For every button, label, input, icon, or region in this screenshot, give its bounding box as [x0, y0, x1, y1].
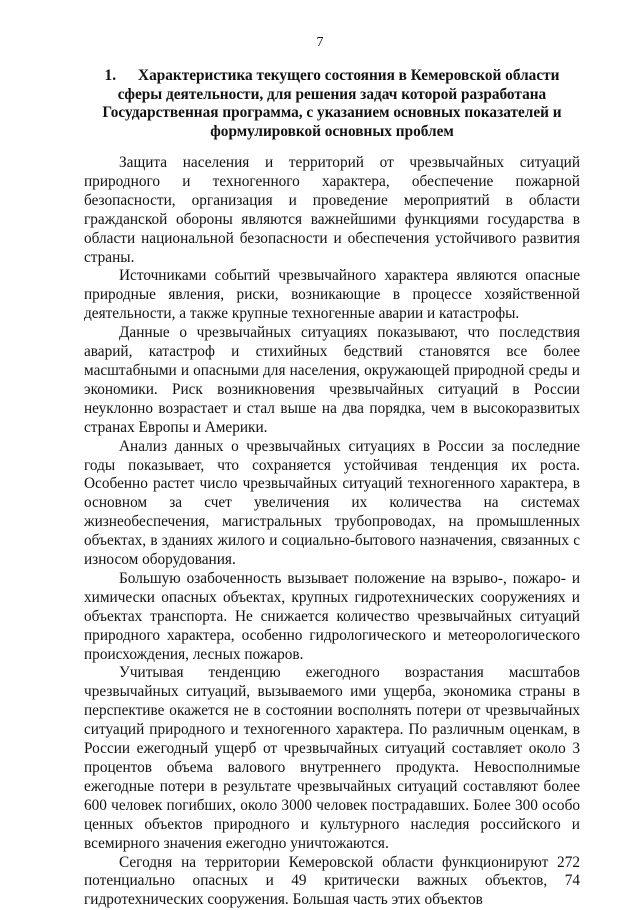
- paragraph-5: Большую озабоченность вызывает положение на взрыво-, пожаро- и химически опасных объектах, крупных гидротехнических сооружениях и объектах транспорта. Не снижается количество чрезвычайных ситуаций природного характера, особенно гидрологического и метеорологического происхождения, лесных пожаров.: [84, 569, 580, 663]
- paragraph-4: Анализ данных о чрезвычайных ситуациях в России за последние годы показывает, что сохраняется устойчивая тенденция их роста. Особенно растет число чрезвычайных ситуаций техногенного характера, в основном за счет увеличения их количества на системах жизнеобеспечения, магистральных трубопроводах, на промышленных объектах, в зданиях жилого и социально-бытового назначения, связанных с износом оборудования.: [84, 437, 580, 569]
- body-text: [84, 154, 580, 910]
- paragraph-7: Сегодня на территории Кемеровской области функционируют 272 потенциально опасных и 49 критически важных объектов, 74 гидротехнических сооружения. Большая часть этих объектов: [84, 853, 580, 909]
- page-number: 7: [316, 35, 324, 50]
- paragraph-3: Данные о чрезвычайных ситуациях показывают, что последствия аварий, катастроф и стихийных бедствий становятся все более масштабными и опасными для населения, окружающей природной среды и экономики. Риск возникновения чрезвычайных ситуаций в России неуклонно возрастает и стал выше на два порядка, чем в высокоразвитых странах Европы и Америки.: [84, 324, 580, 436]
- paragraph-2: Источниками событий чрезвычайного характера являются опасные природные явления, риски, возникающие в процессе хозяйственной деятельности, а также крупные техногенные аварии и катастрофы.: [84, 267, 580, 323]
- section-number: 1.: [104, 67, 117, 84]
- section-heading: [84, 67, 580, 141]
- section-title: Характеристика текущего состояния в Кемеровской области сферы деятельности, для решения задач которой разработана Государственная программа, с указанием основных показателей и формулировкой основных проблем: [102, 67, 562, 140]
- paragraph-1: Защита населения и территорий от чрезвычайных ситуаций природного и техногенного характера, обеспечение пожарной безопасности, организация и проведение мероприятий в области гражданской обороны являются важнейшими функциями государства в области национальной безопасности и обеспечения устойчивого развития страны.: [84, 154, 580, 266]
- paragraph-6: Учитывая тенденцию ежегодного возрастания масштабов чрезвычайных ситуаций, вызываемого ими ущерба, экономика страны в перспективе окажется не в состоянии восполнять потери от чрезвычайных ситуаций природного и техногенного характера. По различным оценкам, в России ежегодный ущерб от чрезвычайных ситуаций составляет около 3 процентов объема валового внутреннего продукта. Невосполнимые ежегодные потери в результате чрезвычайных ситуаций составляют более 600 человек погибших, около 3000 человек пострадавших. Более 300 особо ценных объектов природного и культурного наследия российского и всемирного значения ежегодно уничтожаются.: [84, 664, 580, 852]
